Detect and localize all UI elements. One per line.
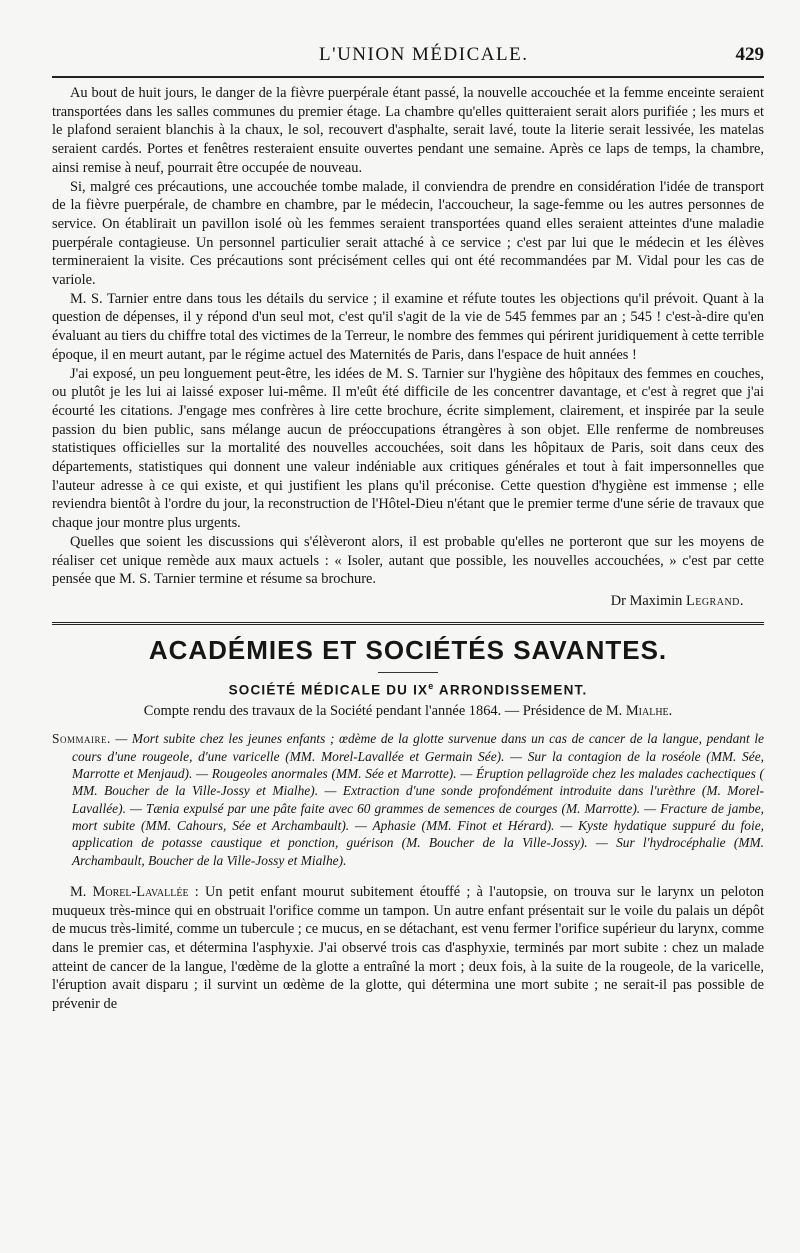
summary-block bbox=[52, 730, 764, 868]
society-prefix: SOCIÉTÉ MÉDICALE DU IX bbox=[228, 682, 429, 698]
compte-rendu-line bbox=[52, 703, 764, 720]
society-suffix: ARRONDISSEMENT. bbox=[434, 682, 588, 698]
section-title: ACADÉMIES ET SOCIÉTÉS SAVANTES. bbox=[148, 634, 668, 665]
summary-text: — Mort subite chez les jeunes enfants ; œdème de la glotte survenue dans un cas de cancer de la langue, pendant le cours d'une rougeole, d'une varicelle (MM. Morel-Lavallée et Germain Sée). — Sur la contagion de la roséole (MM. Sée, Marrotte et Menjaud). — Rougeoles anormales (MM. Sée et Marrotte). — Éruption pellagroïde chez les malades cachectiques ( MM. Boucher de la Ville-Jossy et Mialhe). — Extraction d'une sonde profondément introduite dans l'urèthre (M. Morel-Lavallée). — Tænia expulsé par une pâte faite avec 60 grammes de semences de courges (M. Marrotte). — Fracture de jambe, mort subite (MM. Cahours, Sée et Archambault). — Aphasie (MM. Finot et Hérard). — Kyste hydatique suppuré du foie, application de potasse caustique et ponction, guérison (M. Boucher de la Ville-Jossy). — Sur l'hydrocéphalie (MM. Archambault, Boucher de la Ville-Jossy et Mialhe). bbox=[72, 731, 764, 868]
article-paragraph: Quelles que soient les discussions qui s'élèveront alors, il est probable qu'elles ne porteront que sur les moyens de réaliser cet unique remède aux maux actuels : « Isoler, autant que possible, les nouvelles accouchées, » c'est par cette pensée que M. S. Tarnier termine et résume sa brochure. bbox=[52, 533, 764, 588]
journal-title: L'UNION MÉDICALE. bbox=[319, 44, 529, 65]
article-paragraph: J'ai exposé, un peu longuement peut-être, les idées de M. S. Tarnier sur l'hygiène des hôpitaux des femmes en couches, ou plutôt je les lui ai laissé exposer lui-même. Il m'eût été difficile de les concentrer davantage, et c'est à regret que j'ai écourté les citations. J'engage mes confrères à lire cette brochure, écrite simplement, clairement, et inspirée par la seule passion du bien public, sans mélange aucun de préoccupations étrangères à son objet. Elle renferme de nombreuses statistiques officielles sur la mortalité des nouvelles accouchées, soit dans les hôpitaux de Paris, soit dans ceux des départements, statistiques qui donnent une valeur indéniable aux critiques générales et tout à fait impersonnelles que l'auteur adresse à ce qui existe, et qui justifient les plans qu'il préconise. Cette question d'hygiène est immense ; elle reviendra bientôt à l'ordre du jour, la reconstruction de l'Hôtel-Dieu n'étant que le premier terme d'une série de travaux que chaque jour montre plus urgents. bbox=[52, 365, 764, 532]
society-sup: e bbox=[428, 680, 435, 691]
signature-prefix: Dr Maximin bbox=[610, 592, 683, 609]
report-speaker: M. Morel-Lavallée bbox=[70, 883, 189, 900]
title-rule bbox=[378, 672, 438, 673]
report-paragraph bbox=[52, 883, 764, 1014]
summary-label: Sommaire. bbox=[52, 731, 111, 747]
article-paragraph: Au bout de huit jours, le danger de la fièvre puerpérale étant passé, la nouvelle accouchée et la femme enceinte seraient transportées dans les salles communes du premier étage. La chambre qu'elles quitteraient serait alors purifiée ; les murs et le plafond seraient blanchis à la chaux, le sol, recouvert d'asphalte, serait lavé, toute la literie serait lessivée, les matelas seraient cardés. Portes et fenêtres resteraient ensuite ouvertes pendant une semaine. Après ce laps de temps, la chambre, ainsi remise à neuf, pourrait être occupée de nouveau. bbox=[52, 85, 764, 176]
section-divider bbox=[52, 622, 764, 627]
page-number: 429 bbox=[735, 44, 764, 65]
society-heading bbox=[52, 681, 764, 698]
president-name: Mialhe. bbox=[625, 703, 673, 720]
article-paragraph: Si, malgré ces précautions, une accouchée tombe malade, il conviendra de prendre en considération l'idée de transport de la fièvre puerpérale, de chambre en chambre, par le médecin, l'accoucheur, la sage-femme ou les autres personnes de service. On établirait un pavillon isolé où les femmes seraient transportées quand elles seraient atteintes d'une maladie puerpérale contagieuse. Un personnel particulier serait attaché à ce service ; c'est par lui que le médecin et les élèves termineraient la visite. Ces précautions sont précisément celles qui ont été recommandées par M. Vidal pour les cas de variole. bbox=[52, 178, 764, 289]
running-head bbox=[52, 44, 764, 74]
compte-text: Compte rendu des travaux de la Société pendant l'année 1864. — Présidence de M. bbox=[143, 703, 626, 720]
article-paragraph: M. S. Tarnier entre dans tous les détails du service ; il examine et réfute toutes les objections qu'il prévoit. Quant à la question de dépenses, il y répond d'un seul mot, c'est qu'il s'agit de la vie de 545 femmes par an ; 545 ! c'est-à-dire qu'en évaluant au tiers du chiffre total des victimes de la Terreur, le nombre des femmes qui périrent juridiquement à cette terrible époque, il en meurt autant, par le régime actuel des Maternités de Paris, dans l'espace de huit années ! bbox=[52, 290, 764, 363]
report-body bbox=[52, 883, 764, 1014]
report-text: : Un petit enfant mourut subitement étouffé ; à l'autopsie, on trouva sur le larynx un peloton muqueux très-mince qui en obstruait l'orifice comme un tampon. Un autre enfant présentait sur le voile du palais un dépôt de mucus très-limité, comme un tubercule ; ce mucus, en se détachant, est venu fermer l'orifice supérieur du larynx, comme dans le premier cas, et détermina l'asphyxie. J'ai observé trois cas d'asphyxie, terminés par mort subite : chez un malade atteint de cancer de la langue, l'œdème de la glotte a entraîné la mort ; deux fois, à la suite de la rougeole, de la varicelle, l'éruption avait disparu ; il survint un œdème de la glotte, qui détermina une mort subite ; ne serait-il pas possible de prévenir de bbox=[52, 883, 765, 1013]
author-signature bbox=[52, 593, 744, 610]
signature-name: Legrand. bbox=[685, 592, 744, 609]
header-rule bbox=[52, 76, 764, 78]
article-body bbox=[52, 84, 764, 589]
